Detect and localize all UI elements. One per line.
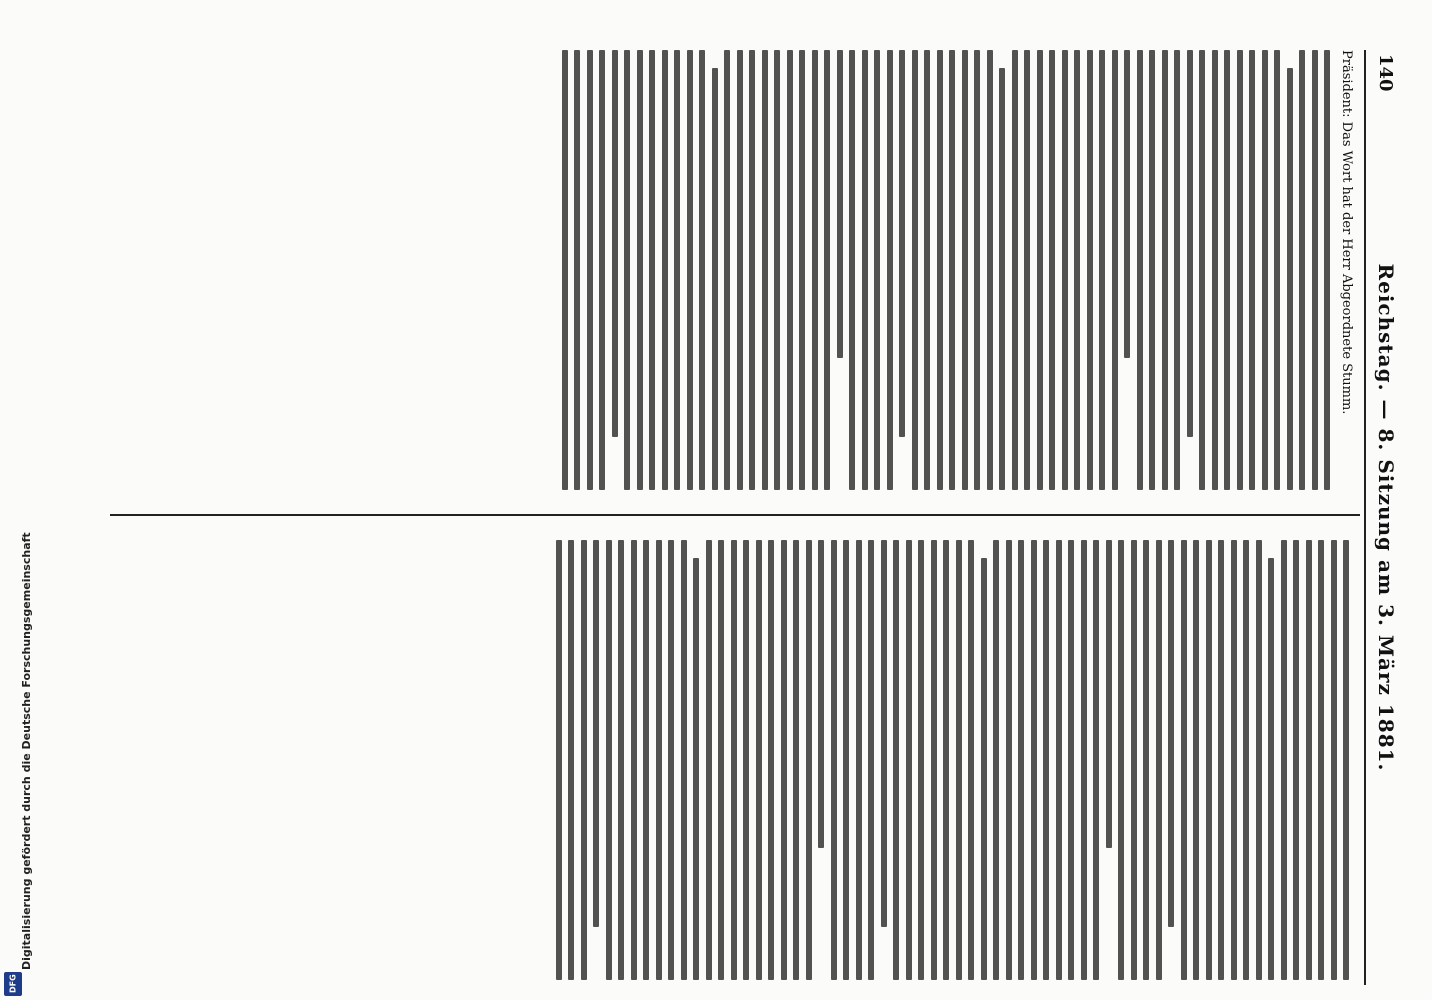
text-line: [1281, 540, 1287, 980]
text-line: [1019, 540, 1025, 980]
text-line: [1144, 540, 1150, 980]
text-line: [1331, 540, 1337, 980]
text-line: [981, 558, 987, 980]
text-line: [1069, 540, 1075, 980]
text-line: [750, 50, 756, 490]
text-line: [900, 50, 906, 437]
text-line: [731, 540, 737, 980]
text-line: [912, 50, 918, 490]
text-line: [581, 540, 587, 980]
text-line: [637, 50, 643, 490]
text-line: [887, 50, 893, 490]
text-line: [831, 540, 837, 980]
text-line: [1081, 540, 1087, 980]
column-body-right: [556, 540, 1350, 980]
text-line: [1056, 540, 1062, 980]
text-line: [1319, 540, 1325, 980]
text-line: [1287, 68, 1293, 490]
text-line: [781, 540, 787, 980]
text-line: [837, 50, 843, 358]
text-line: [950, 50, 956, 490]
text-line: [769, 540, 775, 980]
text-line: [562, 50, 568, 490]
text-line: [931, 540, 937, 980]
credit-text: Digitalisierung gefördert durch die Deutsche Forschungsgemeinschaft: [20, 532, 33, 970]
text-line: [712, 68, 718, 490]
text-line: [625, 50, 631, 490]
text-line: [719, 540, 725, 980]
text-line: [844, 540, 850, 980]
text-line: [1250, 50, 1256, 490]
text-line: [925, 50, 931, 490]
text-line: [1037, 50, 1043, 490]
text-line: [1312, 50, 1318, 490]
dfg-logo-icon: DFG: [4, 972, 22, 996]
text-line: [744, 540, 750, 980]
digitization-credit: [4, 100, 33, 980]
page-title: Reichstag. — 8. Sitzung am 3. März 1881.: [1374, 263, 1398, 772]
text-line: [1169, 540, 1175, 927]
text-line: [1156, 540, 1162, 980]
text-line: [1275, 50, 1281, 490]
page-number: 140: [1375, 54, 1396, 92]
text-line: [944, 540, 950, 980]
text-line: [1206, 540, 1212, 980]
text-line: [1294, 540, 1300, 980]
text-line: [825, 50, 831, 490]
text-line: [806, 540, 812, 980]
text-line: [1244, 540, 1250, 980]
text-line: [1344, 540, 1350, 980]
text-line: [1137, 50, 1143, 490]
text-line: [850, 50, 856, 490]
text-line: [881, 540, 887, 927]
text-line: [1175, 50, 1181, 490]
text-line: [1025, 50, 1031, 490]
page-header: [1364, 50, 1400, 985]
text-line: [962, 50, 968, 490]
text-line: [1012, 50, 1018, 490]
text-line: [812, 50, 818, 490]
text-line: [1237, 50, 1243, 490]
text-line: [937, 50, 943, 490]
speaker-lead: Präsident: Das Wort hat der Herr Abgeordnete Stumm.: [1339, 50, 1354, 415]
text-line: [956, 540, 962, 980]
text-line: [1231, 540, 1237, 980]
text-line: [619, 540, 625, 980]
text-line: [706, 540, 712, 980]
text-line: [594, 540, 600, 927]
text-line: [794, 540, 800, 980]
text-line: [1075, 50, 1081, 490]
text-line: [1050, 50, 1056, 490]
text-line: [650, 50, 656, 490]
text-line: [800, 50, 806, 490]
text-line: [1006, 540, 1012, 980]
text-line: [762, 50, 768, 490]
text-column-left: [116, 50, 1356, 490]
text-line: [869, 540, 875, 980]
text-line: [787, 50, 793, 490]
text-line: [575, 50, 581, 490]
text-line: [1094, 540, 1100, 980]
text-line: [1262, 50, 1268, 490]
text-line: [975, 50, 981, 490]
text-line: [1225, 50, 1231, 490]
text-line: [994, 540, 1000, 980]
column-divider: [110, 514, 1360, 516]
text-line: [600, 50, 606, 490]
text-line: [987, 50, 993, 490]
text-line: [1187, 50, 1193, 437]
text-line: [675, 50, 681, 490]
text-line: [1044, 540, 1050, 980]
text-line: [894, 540, 900, 980]
text-line: [737, 50, 743, 490]
text-line: [606, 540, 612, 980]
text-line: [875, 50, 881, 490]
column-body-left: [562, 50, 1331, 490]
text-line: [1300, 50, 1306, 490]
text-column-right: [116, 540, 1356, 980]
text-line: [1119, 540, 1125, 980]
text-line: [687, 50, 693, 490]
text-line: [1200, 50, 1206, 490]
text-line: [1100, 50, 1106, 490]
text-line: [1000, 68, 1006, 490]
text-line: [569, 540, 575, 980]
text-line: [656, 540, 662, 980]
text-line: [1062, 50, 1068, 490]
text-line: [694, 558, 700, 980]
text-line: [1106, 540, 1112, 848]
text-line: [862, 50, 868, 490]
text-line: [700, 50, 706, 490]
text-line: [631, 540, 637, 980]
text-line: [1269, 558, 1275, 980]
text-line: [1131, 540, 1137, 980]
newspaper-sheet: [100, 50, 1400, 985]
text-line: [1306, 540, 1312, 980]
text-line: [1112, 50, 1118, 490]
text-line: [587, 50, 593, 490]
text-line: [612, 50, 618, 437]
text-line: [969, 540, 975, 980]
text-line: [1087, 50, 1093, 490]
text-line: [1256, 540, 1262, 980]
text-line: [644, 540, 650, 980]
text-line: [1181, 540, 1187, 980]
text-line: [906, 540, 912, 980]
text-line: [919, 540, 925, 980]
text-line: [756, 540, 762, 980]
text-line: [775, 50, 781, 490]
text-line: [1219, 540, 1225, 980]
text-line: [856, 540, 862, 980]
text-line: [1031, 540, 1037, 980]
text-line: [681, 540, 687, 980]
text-line: [669, 540, 675, 980]
text-line: [1194, 540, 1200, 980]
text-line: [662, 50, 668, 490]
text-line: [1125, 50, 1131, 358]
text-line: [556, 540, 562, 980]
text-line: [725, 50, 731, 490]
text-line: [1325, 50, 1331, 490]
text-line: [819, 540, 825, 848]
text-line: [1212, 50, 1218, 490]
text-line: [1150, 50, 1156, 490]
text-line: [1162, 50, 1168, 490]
